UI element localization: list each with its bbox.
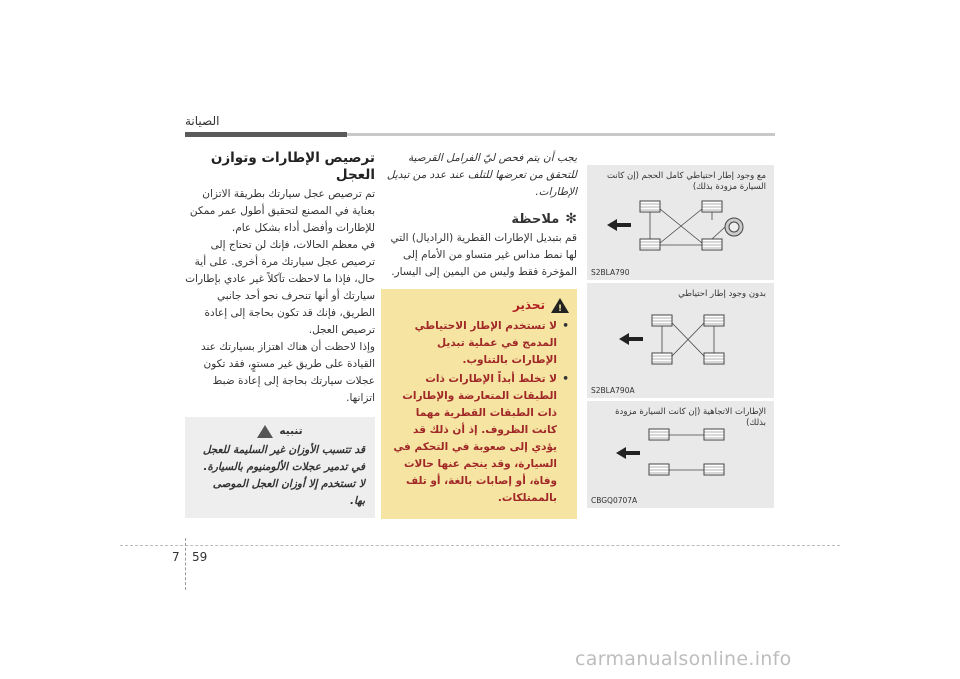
list-item: • لا تستخدم الإطار الاحتياطي المدمج في عملية تبديل الإطارات بالتناوب. <box>389 318 569 369</box>
paragraph: في معظم الحالات، فإنك لن تحتاج إلى ترصيص عجل سيارتك مرة أخرى. على أية حال، فإذا ما لاحظت تآكلاً غير عادي بإطارات سيارتك أو أنها تنحرف نحو أحد جانبي الطريق، فإنك قد تكون بحاجة إلى إعادة ترصيص العجل. <box>185 239 375 336</box>
paragraph: تم ترصيص عجل سيارتك بطريقة الاتزان بعناية في المصنع لتحقيق أطول عمر ممكن للإطارات وأفضل أداء بشكل عام. <box>189 188 375 234</box>
star-icon: ✻ <box>565 211 577 227</box>
tire-rear-right <box>702 239 722 250</box>
panel-caption: بدون وجود إطار احتياطي <box>678 289 766 299</box>
warning-title <box>389 297 569 314</box>
direction-arrow <box>616 447 640 459</box>
warning-title-label: تحذير <box>512 298 545 312</box>
page-header-label: الصيانة <box>185 114 220 128</box>
note-heading-label: ملاحظة <box>511 212 560 227</box>
diagram-panel-directional <box>587 401 774 508</box>
panel-code: CBGQ0707A <box>591 496 638 505</box>
note-text: قم بتبديل الإطارات القطرية (الراديال) التي لها نمط مداس غير متساو من الأمام إلى المؤخرة فقط وليس من اليمين إلى اليسار. <box>390 232 577 278</box>
left-column <box>185 150 375 518</box>
panel-caption: الإطارات الاتجاهية (إن كانت السيارة مزودة بذلك) <box>615 407 766 428</box>
warning-triangle-icon: ! <box>551 298 569 313</box>
direction-arrow <box>619 333 643 345</box>
chapter-number: 7 <box>172 550 180 564</box>
vertical-dash-line <box>185 538 186 590</box>
direction-arrow <box>607 219 631 231</box>
panel-caption: مع وجود إطار احتياطي كامل الحجم (إن كانت السيارة مزودة بذلك) <box>606 171 766 192</box>
warning-list <box>389 318 569 507</box>
page-number: 59 <box>192 550 208 564</box>
warning-box <box>381 289 577 519</box>
diagram-panel-no-spare <box>587 283 774 398</box>
rotation-diagram-no-spare <box>587 283 774 398</box>
paragraph: وإذا لاحظت أن هناك اهتزاز بسيارتك عند القيادة على طريق غير مستوٍ، فقد تكون عجلات سيارتك بحاجة إلى إعادة ضبط اتزانها. <box>200 341 375 404</box>
rotation-diagram-directional <box>587 401 774 508</box>
tire-rear-left <box>640 239 660 250</box>
section-heading: ترصيص الإطارات وتوازن العجل <box>210 150 375 183</box>
caution-triangle-icon <box>257 425 273 438</box>
panel-code: S2BLA790A <box>591 386 635 395</box>
watermark: carmanualsonline.info <box>575 648 792 670</box>
tire-front-left <box>640 201 660 212</box>
list-item: • لا تخلط أبداً الإطارات ذات الطبقات المتعارضة والإطارات ذات الطبقات القطرية مهما كانت الظروف. إذ أن ذلك قد يؤدي إلى صعوبة في التحكم في السيارة، وقد ينجم عنها حالات وفاة، أو إصابات بالغة، أو تلف بالممتلكات. <box>389 371 569 507</box>
rotation-diagram-full-spare <box>587 165 774 280</box>
diagram-panel-full-spare <box>587 165 774 280</box>
caution-text: قد تتسبب الأوزان غير السليمة للعجل في تدمير عجلات الألومنيوم بالسيارة. لا تستخدم إلا أوزان العجل الموصى بها. <box>202 444 365 507</box>
caution-title <box>195 423 365 440</box>
header-rule-accent <box>185 132 347 137</box>
note-heading <box>381 211 577 228</box>
middle-column <box>381 150 577 519</box>
panel-code: S2BLA790 <box>591 268 630 277</box>
caution-box <box>185 417 375 518</box>
caution-title-label: تنبيه <box>279 425 303 437</box>
intro-text: يجب أن يتم فحص ليّ الفرامل القرصية للتحقق من تعرضها للتلف عند عدد من تبديل الإطارات. <box>386 152 577 198</box>
horizontal-dash-line <box>120 545 840 546</box>
tire-front-right <box>702 201 722 212</box>
